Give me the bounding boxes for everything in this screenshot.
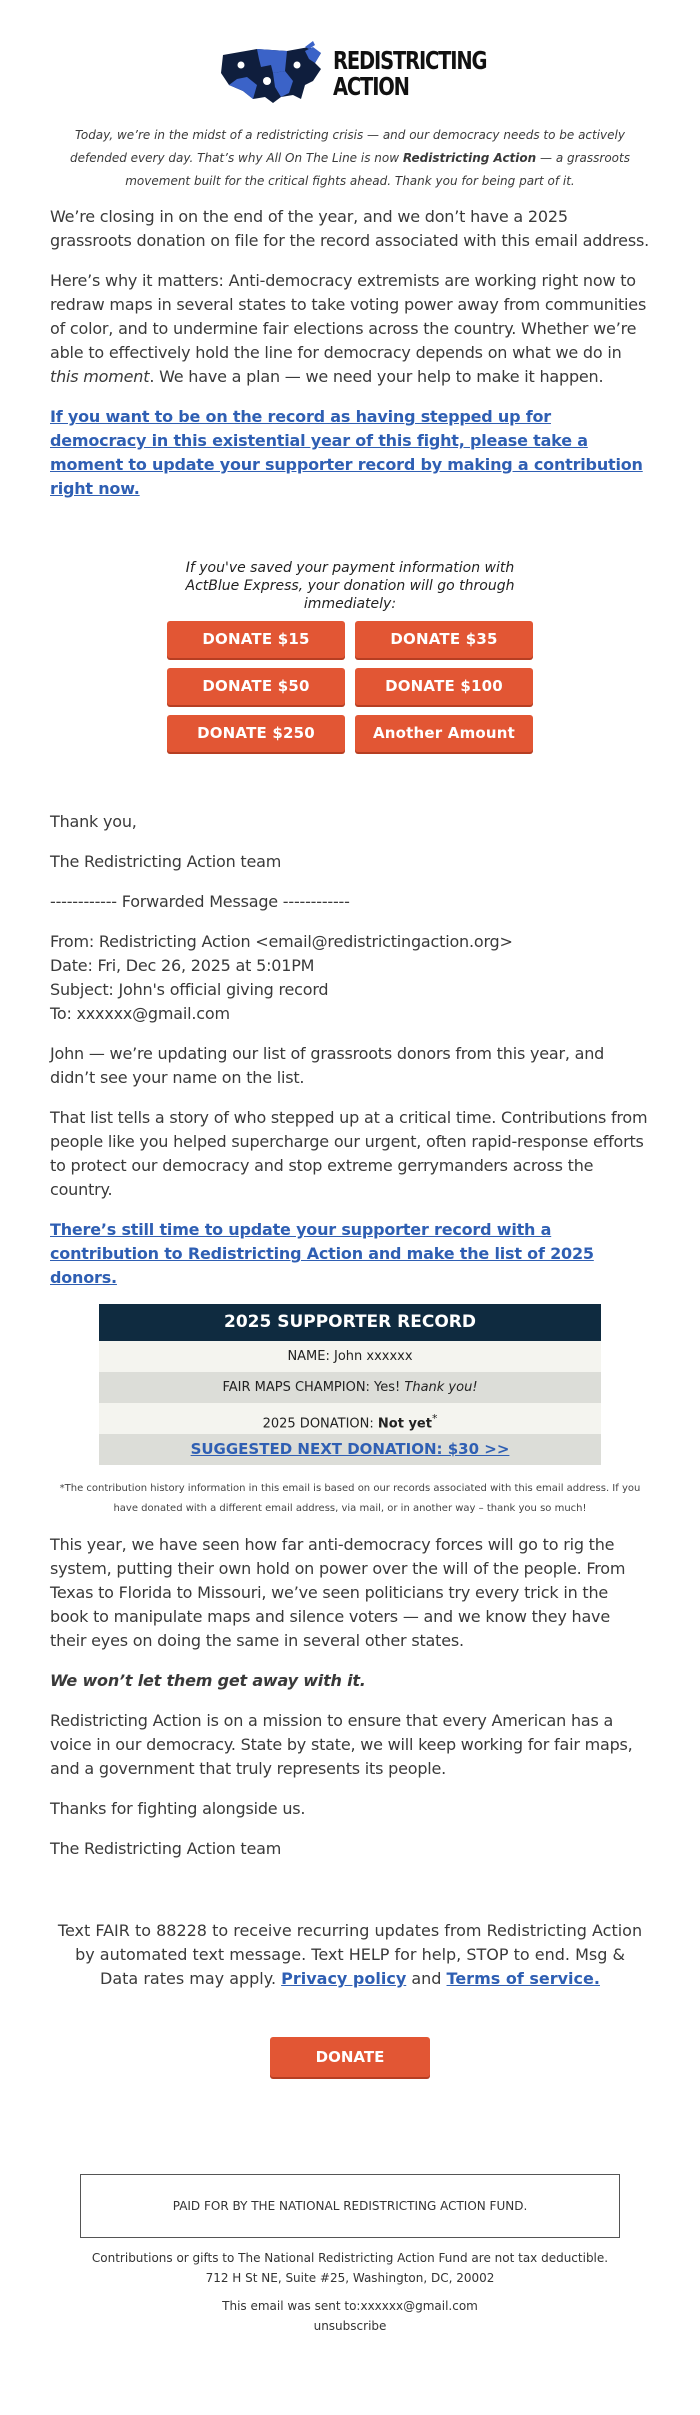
closing-paragraph-4: Thanks for fighting alongside us. <box>50 1799 306 1818</box>
unsubscribe-link[interactable]: unsubscribe <box>313 2319 387 2333</box>
forward-subject: Subject: John's official giving record <box>50 980 329 999</box>
closing-signature: The Redistricting Action team <box>50 1839 282 1858</box>
body-paragraph-2 <box>50 269 650 389</box>
body-paragraph-2-text: Here’s why it matters: Anti-democracy extremists are working right now to redraw maps in several states to take voting power away from communities of color, and to undermine fair elections across the country. Whether we’re able to effectively hold the line for democracy depends on what we do in <box>50 271 647 362</box>
forward-paragraph-2: That list tells a story of who stepped up at a critical time. Contributions from people like you helped supercharge our urgent, often rapid-response efforts to protect our democracy and stop extreme gerrymanders across the country. <box>50 1108 648 1199</box>
forward-to: To: xxxxxx@gmail.com <box>50 1004 230 1023</box>
supporter-record-title: 2025 SUPPORTER RECORD <box>99 1304 601 1341</box>
contribution-disclaimer: *The contribution history information in this email is based on our records associated with this email address. If you have donated with a different email address, via mail, or in another way – thank you so much! <box>59 1483 641 1514</box>
record-suggested-row <box>99 1434 601 1465</box>
tax-deductible-note: Contributions or gifts to The National Redistricting Action Fund are not tax deductible. <box>91 2251 609 2265</box>
donate-15-button[interactable]: DONATE $15 <box>167 621 345 658</box>
forward-from: From: Redistricting Action <email@redistrictingaction.org> <box>50 932 513 951</box>
donate-35-button[interactable]: DONATE $35 <box>355 621 533 658</box>
record-donation-value: Not yet <box>377 1416 432 1432</box>
logo-wordmark <box>333 46 487 101</box>
supporter-record-table <box>99 1304 601 1465</box>
terms-of-service-link[interactable]: Terms of service. <box>446 1969 600 1988</box>
record-donation-row <box>99 1403 601 1434</box>
record-champion-thanks: Thank you! <box>404 1380 478 1395</box>
body-paragraph-2-emphasis: this moment <box>50 367 150 386</box>
donate-250-button[interactable]: DONATE $250 <box>167 715 345 752</box>
paid-for-box: PAID FOR BY THE NATIONAL REDISTRICTING ACTION FUND. <box>80 2174 620 2238</box>
bottom-donate-button[interactable]: DONATE <box>270 2037 430 2077</box>
intro-text-2: — a grassroots movement built for the critical fights ahead. Thank you for being part of it. <box>125 151 630 188</box>
record-donation-footnote-mark: * <box>431 1412 438 1425</box>
intro-note <box>64 124 636 193</box>
email-container <box>50 0 650 2336</box>
record-donation-label: 2025 DONATION: <box>262 1416 378 1432</box>
logo-line-2: ACTION <box>333 72 409 101</box>
us-map-puzzle-icon <box>217 41 327 107</box>
sms-and: and <box>406 1969 447 1988</box>
signoff-team: The Redistricting Action team <box>50 852 282 871</box>
intro-text-1: Today, we’re in the midst of a redistricting crisis — and our democracy needs to be actively defended every day. That’s why All On The Line is now <box>70 128 625 165</box>
header-logo[interactable] <box>50 0 650 112</box>
forward-cta-link[interactable]: There’s still time to update your supporter record with a contribution to Redistricting Action and make the list of 2025 donors. <box>50 1220 594 1287</box>
forward-cta-paragraph <box>50 1218 650 1290</box>
privacy-policy-link[interactable]: Privacy policy <box>281 1969 407 1988</box>
donate-50-button[interactable]: DONATE $50 <box>167 668 345 705</box>
signoff-thanks: Thank you, <box>50 812 137 831</box>
unsubscribe-row <box>50 2316 650 2336</box>
record-champion-row <box>99 1372 601 1403</box>
record-name-row: NAME: John xxxxxx <box>99 1341 601 1372</box>
intro-brand: Redistricting Action <box>402 151 537 165</box>
donate-100-button[interactable]: DONATE $100 <box>355 668 533 705</box>
sent-to-note: This email was sent to:xxxxxx@gmail.com <box>222 2299 478 2313</box>
body-paragraph-2-end: . We have a plan — we need your help to make it happen. <box>149 367 604 386</box>
forwarded-separator: ------------ Forwarded Message ------------ <box>50 892 350 911</box>
record-champion-label: FAIR MAPS CHAMPION: Yes! <box>222 1380 405 1395</box>
logo-line-1: REDISTRICTING <box>333 46 487 75</box>
closing-paragraph-3: Redistricting Action is on a mission to ensure that every American has a voice in our democracy. State by state, we will keep working for fair maps, and a government that truly represents its people. <box>50 1711 633 1778</box>
suggested-donation-link[interactable]: SUGGESTED NEXT DONATION: $30 >> <box>190 1440 510 1458</box>
closing-paragraph-1: This year, we have seen how far anti-democracy forces will go to rig the system, putting their own hold on power over the will of the people. From Texas to Florida to Missouri, we’ve seen politicians try every trick in the book to manipulate maps and silence voters — and we know they have their eyes on doing the same in several other states. <box>50 1535 626 1650</box>
mailing-address: 712 H St NE, Suite #25, Washington, DC, 20002 <box>205 2271 495 2285</box>
sms-signup-note <box>54 1919 646 1991</box>
cta-link[interactable]: If you want to be on the record as having stepped up for democracy in this existential year of this fight, please take a moment to update your supporter record by making a contribution right now. <box>50 407 643 498</box>
donate-button-grid <box>167 621 533 752</box>
sms-text: Text FAIR to 88228 to receive recurring updates from Redistricting Action by automated text message. Text HELP for help, STOP to end. Msg & Data rates may apply. <box>57 1921 643 1988</box>
closing-paragraph-2: We won’t let them get away with it. <box>50 1671 366 1690</box>
actblue-express-note: If you've saved your payment information with ActBlue Express, your donation will go through immediately: <box>185 560 515 612</box>
body-paragraph-1: We’re closing in on the end of the year, and we don’t have a 2025 grassroots donation on file for the record associated with this email address. <box>50 207 649 250</box>
forward-date: Date: Fri, Dec 26, 2025 at 5:01PM <box>50 956 315 975</box>
forward-paragraph-1: John — we’re updating our list of grassroots donors from this year, and didn’t see your name on the list. <box>50 1044 605 1087</box>
donate-other-amount-button[interactable]: Another Amount <box>355 715 533 752</box>
cta-paragraph <box>50 405 650 501</box>
